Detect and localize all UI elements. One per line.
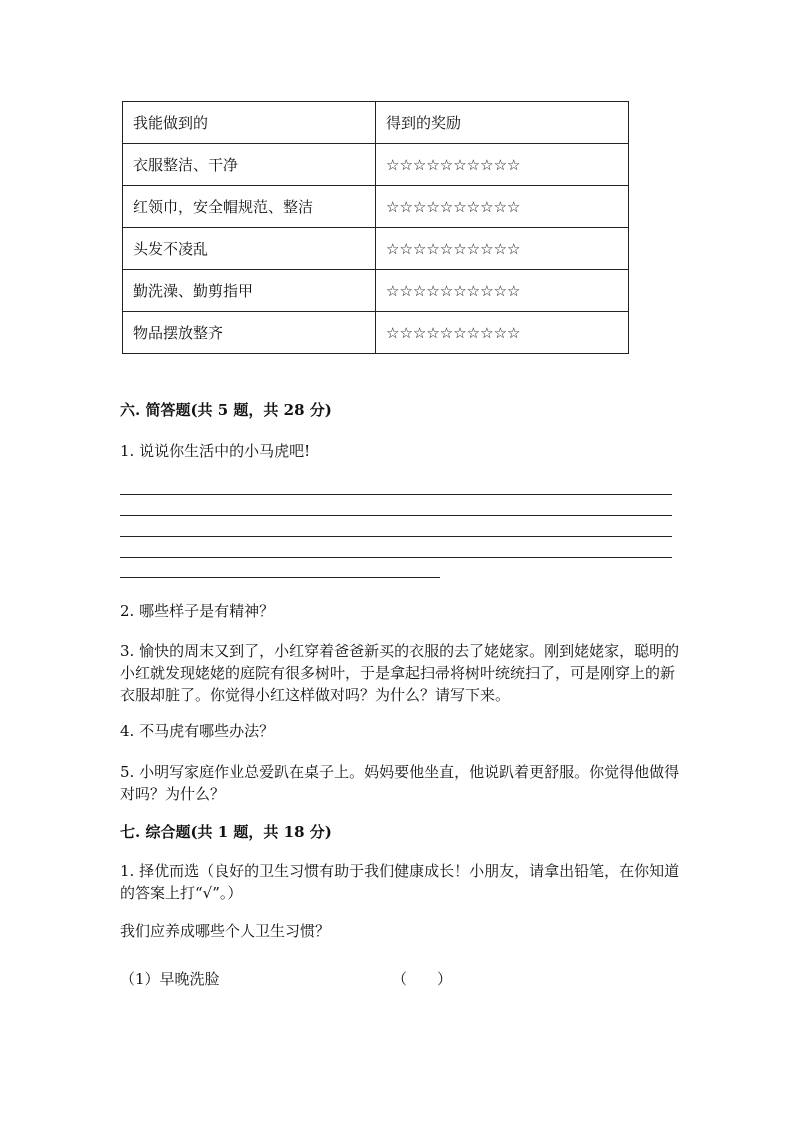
question-text: 5. 小明写家庭作业总爱趴在桌子上。妈妈要他坐直，他说趴着更舒服。你觉得他做得对吗？为什么？ xyxy=(120,763,680,803)
table-cell-stars: ☆☆☆☆☆☆☆☆☆☆ xyxy=(376,312,629,354)
table-header-cell: 得到的奖励 xyxy=(376,102,629,144)
table-row xyxy=(123,312,629,354)
question-prompt: 我们应养成哪些个人卫生习惯？ xyxy=(120,922,331,940)
question-text: 4. 不马虎有哪些办法？ xyxy=(120,722,275,740)
answer-line[interactable] xyxy=(120,536,672,537)
table-cell-item: 物品摆放整齐 xyxy=(123,312,376,354)
choice-label: （1）早晚洗脸 xyxy=(120,970,220,988)
table-cell-stars: ☆☆☆☆☆☆☆☆☆☆ xyxy=(376,228,629,270)
question-text: 3. 愉快的周末又到了，小红穿着爸爸新买的衣服的去了姥姥家。刚到姥姥家，聪明的小红就发现姥姥的庭院有很多树叶，于是拿起扫帚将树叶统统扫了，可是刚穿上的新衣服却脏了。你觉得小红这样做对吗？为什么？请写下来。 xyxy=(120,642,680,704)
reward-table xyxy=(122,101,629,354)
answer-line[interactable] xyxy=(120,515,672,516)
question-text: 1. 择优而选（良好的卫生习惯有助于我们健康成长！小朋友，请拿出铅笔，在你知道的答案上打“√”。） xyxy=(120,862,680,902)
table-cell-stars: ☆☆☆☆☆☆☆☆☆☆ xyxy=(376,186,629,228)
table-cell-stars: ☆☆☆☆☆☆☆☆☆☆ xyxy=(376,144,629,186)
table-row xyxy=(123,270,629,312)
question-text: 1. 说说你生活中的小马虎吧! xyxy=(120,442,311,460)
table-row xyxy=(123,144,629,186)
answer-line[interactable] xyxy=(120,577,440,578)
table-row xyxy=(123,228,629,270)
answer-lines[interactable] xyxy=(120,484,672,584)
answer-line[interactable] xyxy=(120,494,672,495)
choice-answer-blank[interactable]: （ ） xyxy=(392,970,453,988)
question-text: 2. 哪些样子是有精神？ xyxy=(120,602,275,620)
table-row xyxy=(123,186,629,228)
section-heading: 六. 简答题(共 5 题，共 28 分) xyxy=(120,401,332,419)
table-cell-stars: ☆☆☆☆☆☆☆☆☆☆ xyxy=(376,270,629,312)
table-cell-item: 衣服整洁、干净 xyxy=(123,144,376,186)
table-cell-item: 红领巾，安全帽规范、整洁 xyxy=(123,186,376,228)
choice-item xyxy=(120,968,680,992)
table-header-cell: 我能做到的 xyxy=(123,102,376,144)
table-cell-item: 勤洗澡、勤剪指甲 xyxy=(123,270,376,312)
table-cell-item: 头发不凌乱 xyxy=(123,228,376,270)
section-heading: 七. 综合题(共 1 题，共 18 分) xyxy=(120,823,332,841)
table-header-row xyxy=(123,102,629,144)
answer-line[interactable] xyxy=(120,557,672,558)
